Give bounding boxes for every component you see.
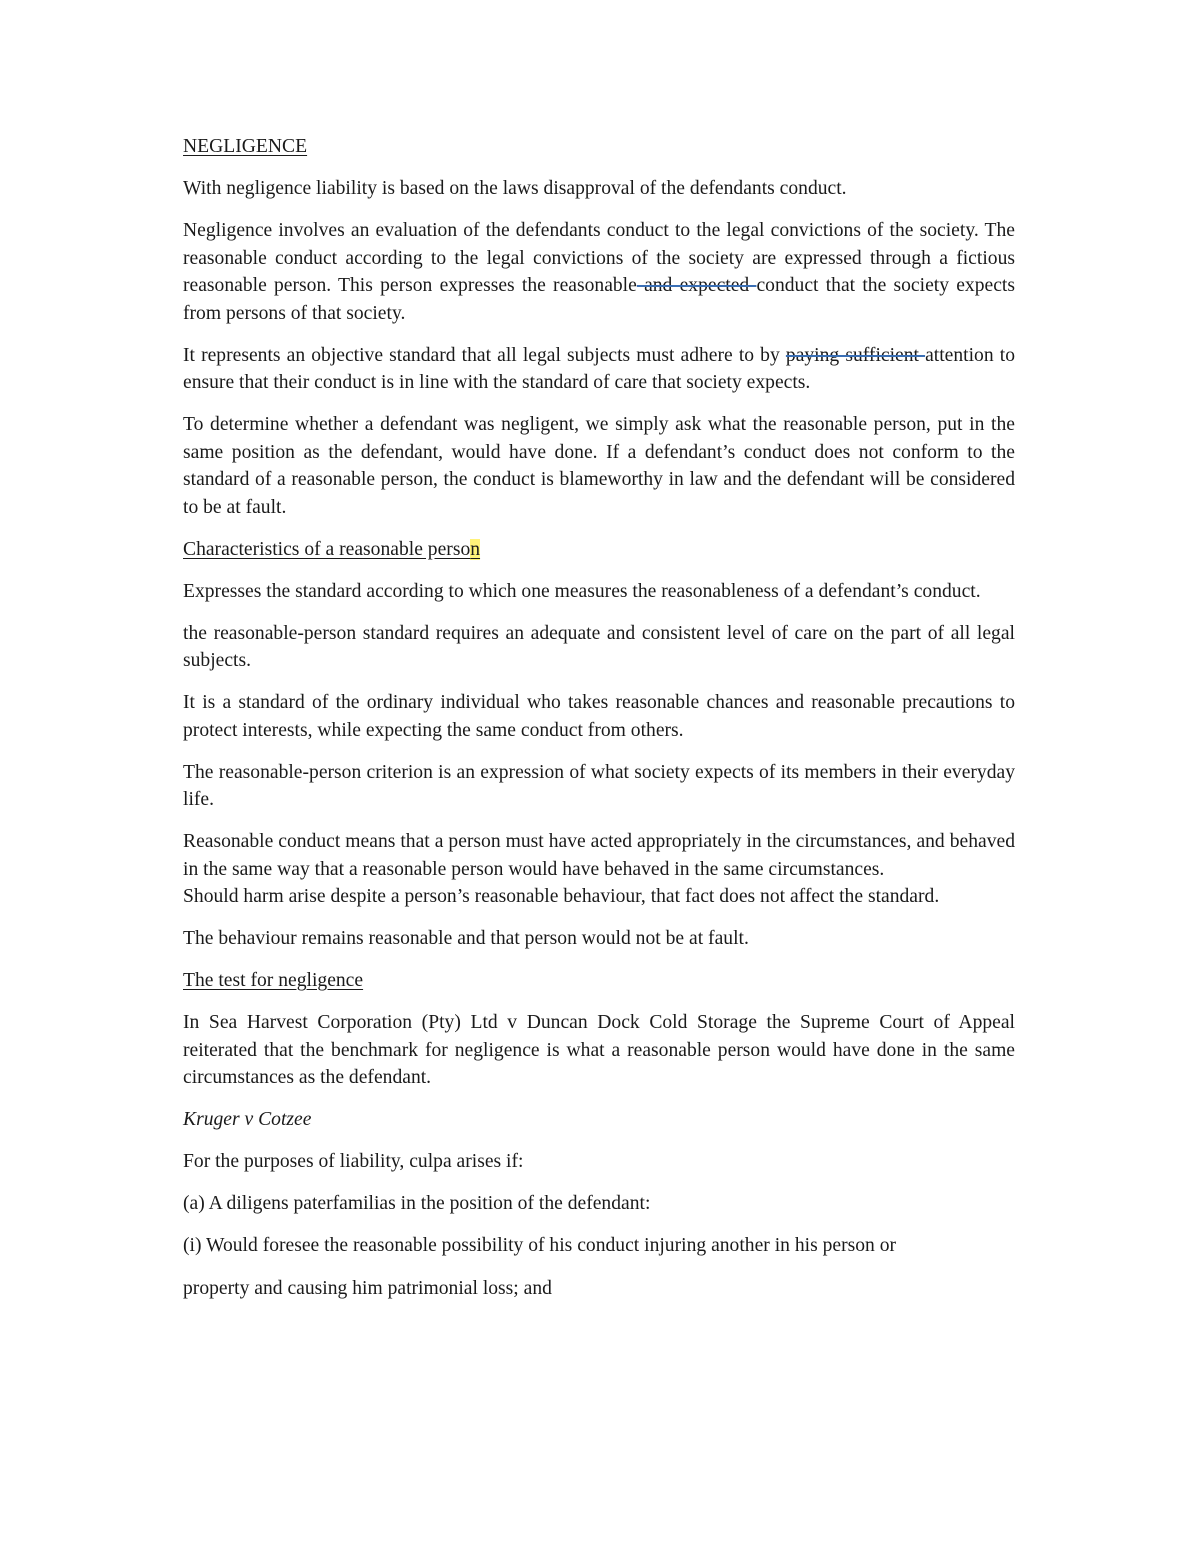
heading-test-text: The test for negligence [183,970,364,991]
paragraph-9: Reasonable conduct means that a person must have acted appropriately in the circumstances, and behaved in the same way that a reasonable person would have behaved in the same circumstances. [183,831,1015,880]
paragraph-7: It is a standard of the ordinary individual who takes reasonable chances and reasonable precautions to protect interests, while expecting the same conduct from others. [183,692,1015,741]
paragraph-3-text-a: It represents an objective standard that all legal subjects must adhere to by [183,344,786,366]
paragraph-2-text-b: conduct that the society expects from persons of that society. [183,275,1015,324]
paragraph-3-text-b: attention to ensure that their conduct is in line with the standard of care that society expects. [183,344,1016,393]
paragraph-2 [183,217,1015,327]
paragraph-2-text-a: Negligence involves an evaluation of the defendants conduct to the legal convictions of the society. The reasonable conduct according to the legal convictions of the society are expressed through a fictious reasonable person. This person expresses the reasonable [183,220,1015,296]
heading-characteristics-text: Characteristics of a reasonable perso [183,538,471,560]
paragraph-12: In Sea Harvest Corporation (Pty) Ltd v Duncan Dock Cold Storage the Supreme Court of Appeal reiterated that the benchmark for negligence is what a reasonable person would have done in the same circumstances as the defendant. [183,1012,1015,1088]
list-item-i: (i) Would foresee the reasonable possibility of his conduct injuring another in his person or [183,1235,897,1256]
paragraph-10: Should harm arise despite a person’s reasonable behaviour, that fact does not affect the standard. [183,886,940,907]
case-name: Kruger v Cotzee [183,1109,312,1130]
paragraph-2-struck-text: and expected [636,275,757,296]
paragraph-1: With negligence liability is based on the laws disapproval of the defendants conduct. [183,178,847,199]
paragraph-5: Expresses the standard according to which one measures the reasonableness of a defendant’s conduct. [183,580,981,602]
paragraph-8: The reasonable-person criterion is an expression of what society expects of its members in their everyday life. [183,761,1015,810]
paragraph-4: To determine whether a defendant was negligent, we simply ask what the reasonable person, put in the same position as the defendant, would have done. If a defendant’s conduct does not conform to the standard of a reasonable person, the conduct is blameworthy in law and the defendant will be considered to be at fault. [183,414,1015,518]
section-heading-test [183,967,1015,995]
document-page [183,133,1015,1317]
list-item-a: (a) A diligens paterfamilias in the position of the defendant: [183,1193,651,1214]
section-heading-characteristics [183,536,1015,564]
paragraph-3 [183,342,1015,397]
document-title [183,133,1015,161]
heading-highlighted-char: n [470,538,481,560]
paragraph-6: the reasonable-person standard requires an adequate and consistent level of care on the part of all legal subjects. [183,622,1015,671]
title-text: NEGLIGENCE [183,136,308,157]
paragraph-3-struck-text: paying sufficient [785,344,926,366]
paragraph-11: The behaviour remains reasonable and that person would not be at fault. [183,928,749,949]
list-item-i-continued: property and causing him patrimonial loss; and [183,1277,552,1299]
paragraph-13: For the purposes of liability, culpa arises if: [183,1151,524,1172]
